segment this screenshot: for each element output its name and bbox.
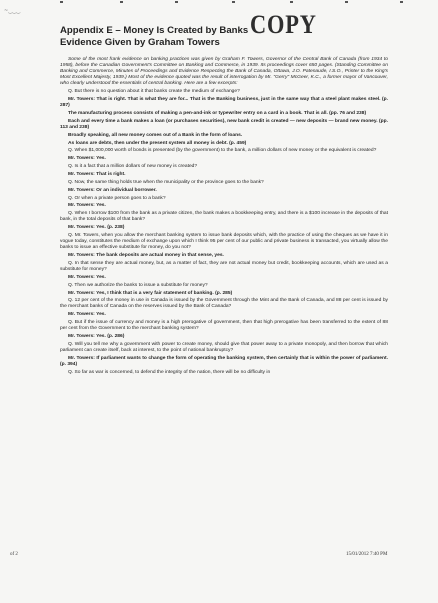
paragraph: Mr. Towers: Yes.	[68, 156, 106, 162]
paragraph: Q. Is it a fact that a million dollars of new money is created?	[68, 164, 198, 170]
page-count: of 2	[10, 552, 18, 557]
paragraph: Mr. Towers: Yes, I think that is a very fair statement of banking. (p. 285)	[68, 290, 233, 296]
paragraph: Each and every time a bank makes a loan (or purchases securities), new bank credit is created — new deposits — brand new money. (pp. 113 and 238)	[60, 118, 388, 130]
paragraph: Q. In that sense they are actual money, but, as a matter of fact, they are not actual money but credit, bookkeeping accounts, which are used as a substitute for money?	[60, 260, 388, 272]
scan-dots	[0, 1, 438, 4]
paragraph: Q. Mr. Towers, when you allow the merchant banking system to issue bank deposits which, with the practice of using the cheques as we have it in vogue today, constitutes the medium of exchange upon which I think 95 per cent of our public and private business is transacted, you virtually allow the banks to issue an effective substitute for money, do you not?	[60, 233, 388, 251]
title-line-2: Evidence Given by Graham Towers	[60, 37, 220, 48]
print-timestamp: 15/01/2012 7:40 PM	[346, 552, 388, 557]
scan-mark: ~‿‿‿	[4, 8, 21, 14]
paragraph: Q. 12 per cent of the money in use in Canada is issued by the Government through the Mint and the Bank of Canada, and 88 per cent is issued by the merchant banks of Canada on the reserves issued by the Bank of Canada?	[60, 298, 388, 310]
paragraph: Mr. Towers: Or an individual borrower.	[68, 187, 157, 193]
paragraph: Mr. Towers: Yes.	[68, 203, 106, 209]
copy-stamp: COPY	[250, 10, 317, 39]
paragraph: Q. When I borrow $100 from the bank as a private citizen, the bank makes a bookkeeping entry, and there is a $100 increase in the deposits of that bank, in the total deposits of that bank?	[60, 211, 388, 223]
paragraph: Mr. Towers: That is right.	[68, 172, 126, 177]
paragraph: Mr. Towers: That is right. That is what they are for... That is the Banking business, just in the same way that a steel plant makes steel. (p. 287)	[60, 97, 388, 109]
paragraph: Q. When $1,000,000 worth of bonds is presented (by the government) to the bank, a million dollars of new money or the equivalent is created?	[68, 148, 377, 154]
paragraph: Q. Then we authorize the banks to issue a substitute for money?	[68, 282, 208, 288]
paragraph: Q. Or when a private person goes to a bank?	[68, 195, 166, 201]
paragraph: Broadly speaking, all new money comes out of a Bank in the form of loans.	[68, 132, 243, 138]
paragraph: Mr. Towers: Yes.	[68, 274, 106, 280]
paragraph: Mr. Towers: Yes. (p. 238)	[68, 225, 125, 231]
paragraph: Some of the most frank evidence on banking practices was given by Graham F. Towers, Governor of the Central Bank of Canada (from 1934 to 1958), before the Canadian Government's Committee on Banking and Commerce, in 1939. Its proceedings cover 650 pages. (Standing Committee on Banking and Commerce, Minutes of Proceedings and Evidence Respecting the Bank of Canada, Ottawa, J.O. Patenaude, I.S.O., Printer to the King's Most Excellent Majesty, 1939.) Most of the evidence quoted was the result of interrogation by Mr. "Gerry" McGeer, K.C., a former mayor of Vancouver, who clearly understood the essentials of central banking. Here are a few excerpts:	[60, 57, 388, 87]
paragraph: Mr. Towers: Yes.	[68, 312, 106, 318]
paragraph: Mr. Towers: Yes. (p. 286)	[68, 334, 125, 340]
paragraph: Q. But if the issue of currency and money is a high prerogative of government, then that high prerogative has been transferred to the extent of 88 per cent from the Government to the merchant banking system?	[60, 320, 388, 332]
paragraph: Q. Now, the same thing holds true when the municipality or the province goes to the bank?	[68, 179, 264, 185]
paragraph: The manufacturing process consists of making a pen-and-ink or typewriter entry on a card in a book. That is all. (pp. 76 and 238)	[68, 111, 367, 116]
paragraph: As loans are debts, then under the present system all money is debt. (p. 459)	[68, 140, 247, 146]
paragraph: Q. Will you tell me why a government with power to create money, should give that power away to a private monopoly, and then borrow that which parliament can create itself, back at interest, to the point of national bankruptcy?	[60, 341, 388, 353]
paragraph: Mr. Towers: If parliament wants to change the form of operating the banking system, then certainly that is within the power of parliament. (p. 394)	[60, 355, 388, 367]
paragraph: Q. So far as war is concerned, to defend the integrity of the nation, there will be no difficulty in	[68, 369, 271, 375]
document-body	[60, 57, 388, 378]
paragraph: Mr. Towers: The bank deposits are actual money in that sense, yes.	[68, 253, 224, 259]
paragraph: Q. But there is no question about it that banks create the medium of exchange?	[68, 89, 240, 95]
title-line-1: Appendix E – Money Is Created by Banks	[60, 25, 249, 36]
document-title	[60, 25, 380, 49]
